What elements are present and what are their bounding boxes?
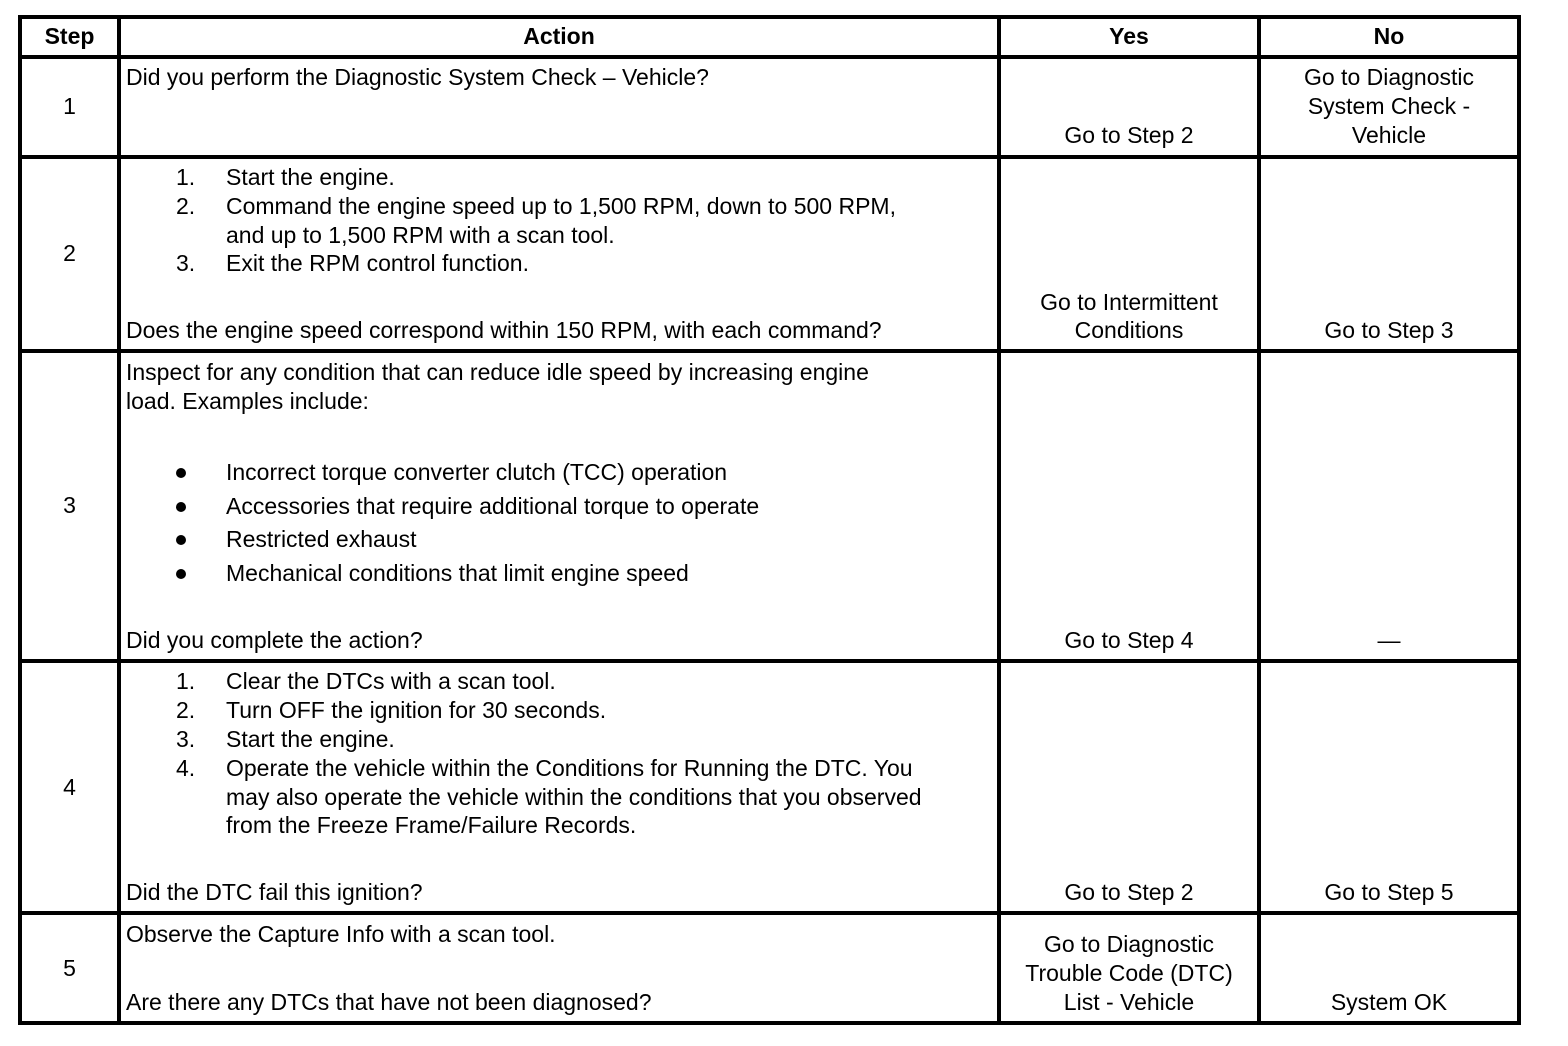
row-5-intro: Observe the Capture Info with a scan tool. <box>126 921 556 947</box>
row-2-item-1-text: Start the engine. <box>226 164 395 190</box>
row-2-yes-line-1[interactable]: Go to Intermittent <box>1040 289 1218 315</box>
row-3-bullet-3-text: Restricted exhaust <box>226 526 417 552</box>
row-3-bullet-3-icon <box>176 535 186 545</box>
row-2-no[interactable]: Go to Step 3 <box>1324 317 1454 343</box>
header-action: Action <box>523 23 595 49</box>
row-5-yes-line-2[interactable]: Trouble Code (DTC) <box>1025 960 1233 986</box>
row-2-item-2-text-1: Command the engine speed up to 1,500 RPM, down to 500 RPM, <box>226 193 896 219</box>
row-2-item-1-num: 1. <box>176 164 196 190</box>
row-4-yes[interactable]: Go to Step 2 <box>1064 879 1194 905</box>
row-4-yes-cell <box>997 659 1261 915</box>
row-4-item-4-text-3: from the Freeze Frame/Failure Records. <box>226 812 637 838</box>
row-4-item-4-text-2: may also operate the vehicle within the conditions that you observed <box>226 784 922 810</box>
row-3-bullet-4-icon <box>176 569 186 579</box>
row-4-question: Did the DTC fail this ignition? <box>126 879 423 905</box>
row-3-bullet-2-icon <box>176 502 186 512</box>
row-5-no: System OK <box>1330 989 1448 1015</box>
row-3-no-cell <box>1257 349 1521 663</box>
row-4-item-3-text: Start the engine. <box>226 726 395 752</box>
row-4-item-2-text: Turn OFF the ignition for 30 seconds. <box>226 697 607 723</box>
row-3-bullet-1-text: Incorrect torque converter clutch (TCC) operation <box>226 459 728 485</box>
row-1-no-line-1[interactable]: Go to Diagnostic <box>1303 64 1475 90</box>
row-2-step: 2 <box>63 240 76 266</box>
row-1-question: Did you perform the Diagnostic System Check – Vehicle? <box>126 64 709 90</box>
header-no: No <box>1373 23 1405 49</box>
row-3-no: — <box>1377 627 1401 653</box>
header-yes: Yes <box>1109 23 1149 49</box>
row-5-question: Are there any DTCs that have not been diagnosed? <box>126 989 652 1015</box>
row-1-no-line-2[interactable]: System Check - <box>1307 93 1471 119</box>
row-4-no-cell <box>1257 659 1521 915</box>
row-2-item-2-num: 2. <box>176 193 196 219</box>
header-step: Step <box>44 23 95 49</box>
row-5-yes-line-3[interactable]: List - Vehicle <box>1063 989 1195 1015</box>
row-3-bullet-1-icon <box>176 468 186 478</box>
row-2-item-3-num: 3. <box>176 250 196 276</box>
row-4-item-4-text-1: Operate the vehicle within the Conditions for Running the DTC. You <box>226 755 913 781</box>
row-4-no[interactable]: Go to Step 5 <box>1324 879 1454 905</box>
row-3-yes-cell <box>997 349 1261 663</box>
row-3-intro-line-1: Inspect for any condition that can reduce idle speed by increasing engine <box>126 359 869 385</box>
row-5-step: 5 <box>63 955 76 981</box>
row-4-item-1-text: Clear the DTCs with a scan tool. <box>226 668 556 694</box>
row-4-item-2-num: 2. <box>176 697 196 723</box>
row-2-item-3-text: Exit the RPM control function. <box>226 250 529 276</box>
row-3-step: 3 <box>63 492 76 518</box>
row-3-bullet-2-text: Accessories that require additional torque to operate <box>226 493 760 519</box>
row-3-bullet-4-text: Mechanical conditions that limit engine speed <box>226 560 689 586</box>
row-5-yes-line-1[interactable]: Go to Diagnostic <box>1043 931 1215 957</box>
row-4-item-1-num: 1. <box>176 668 196 694</box>
row-4-item-3-num: 3. <box>176 726 196 752</box>
row-1-yes[interactable]: Go to Step 2 <box>1064 122 1194 148</box>
row-3-intro-line-2: load. Examples include: <box>126 388 369 414</box>
row-4-item-4-num: 4. <box>176 755 196 781</box>
row-4-step: 4 <box>63 774 76 800</box>
row-3-question: Did you complete the action? <box>126 627 423 653</box>
row-1-no-line-3[interactable]: Vehicle <box>1351 122 1427 148</box>
row-2-question: Does the engine speed correspond within 150 RPM, with each command? <box>126 317 882 343</box>
row-2-yes-line-2[interactable]: Conditions <box>1074 317 1184 343</box>
row-2-item-2-text-2: and up to 1,500 RPM with a scan tool. <box>226 222 615 248</box>
row-1-step: 1 <box>63 93 76 119</box>
row-3-yes[interactable]: Go to Step 4 <box>1064 627 1194 653</box>
